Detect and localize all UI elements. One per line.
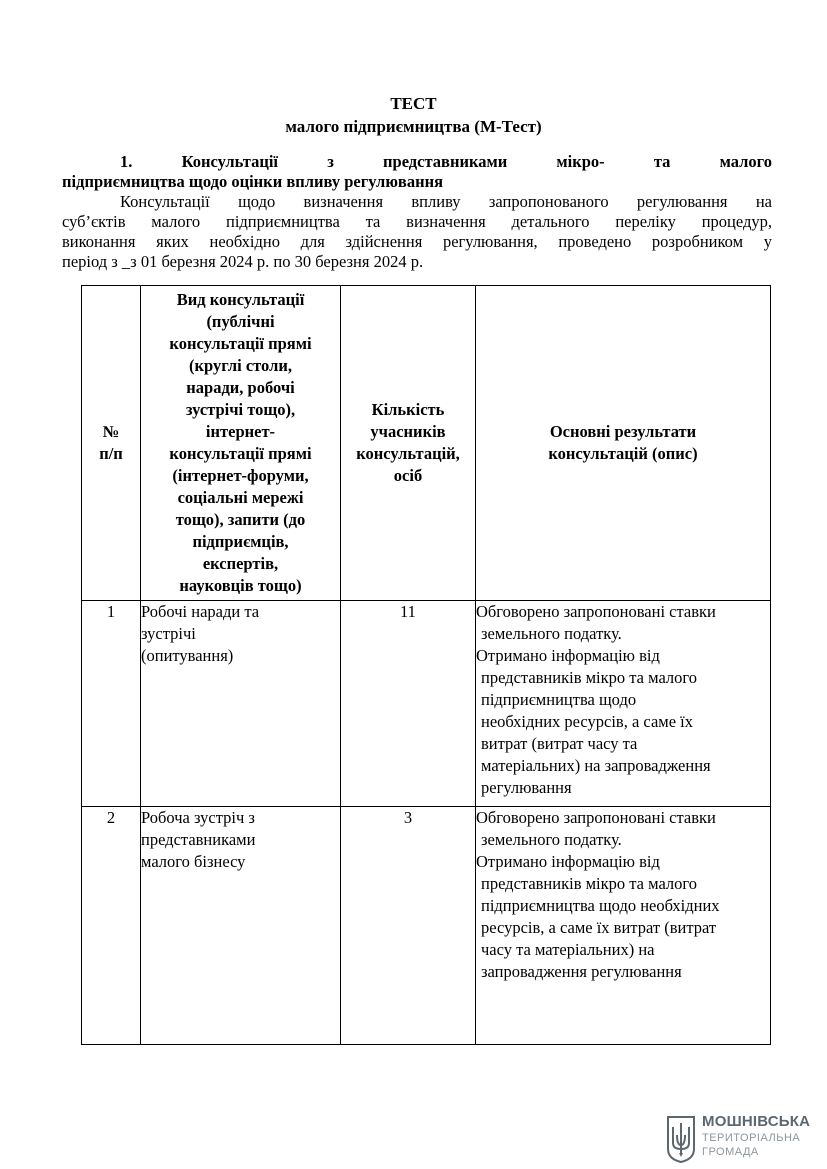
table-header-row [82, 286, 771, 601]
section-heading [62, 152, 772, 192]
heading-word: представниками [383, 152, 508, 171]
logo-name: МОШНІВСЬКА [702, 1113, 811, 1130]
row-num: 2 [82, 807, 141, 1045]
intro-line: період з _з 01 березня 2024 р. по 30 березня 2024 р. [62, 252, 424, 271]
intro-line: виконання яких необхідно для здійснення регулювання, проведено розробником у [62, 232, 772, 251]
heading-word: з [327, 152, 334, 171]
community-logo [666, 1113, 826, 1165]
table-row [82, 807, 771, 1045]
section-number: 1. [120, 152, 133, 171]
intro-line: Консультації щодо визначення впливу запропонованого регулювання на [120, 192, 772, 211]
heading-word: та [653, 152, 671, 171]
section-heading-line1 [62, 152, 772, 172]
section-intro [62, 192, 772, 272]
row-result: Обговорено запропоновані ставки земельного податку. Отримано інформацію від представників мікро та малого підприємництва щодо необхідних ресурсів, а саме їх витрат (витрат часу та матеріальних) на запровадження регулювання [476, 807, 771, 1045]
heading-word: мікро- [556, 152, 605, 171]
row-result: Обговорено запропоновані ставки земельного податку. Отримано інформацію від представників мікро та малого підприємництва щодо необхідних ресурсів, а саме їх витрат (витрат часу та матеріальних) на запровадження регулювання [476, 601, 771, 807]
row-count: 3 [341, 807, 476, 1045]
row-kind: Робоча зустріч з представниками малого бізнесу [141, 807, 341, 1045]
header-result: Основні результати консультацій (опис) [476, 286, 771, 601]
consultations-table [81, 285, 771, 1045]
section-heading-line2: підприємництва щодо оцінки впливу регулювання [62, 172, 444, 191]
header-count: Кількість учасників консультацій, осіб [341, 286, 476, 601]
heading-word: малого [719, 152, 772, 171]
logo-line2: ГРОМАДА [702, 1146, 759, 1158]
doc-subtitle: малого підприємництва (М-Тест) [285, 117, 542, 136]
row-count: 11 [341, 601, 476, 807]
trident-shield-icon [666, 1115, 696, 1163]
doc-title: ТЕСТ [390, 94, 437, 113]
intro-line: суб’єктів малого підприємництва та визначення детального переліку процедур, [62, 212, 772, 231]
header-kind: Вид консультації (публічні консультації прямі (круглі столи, наради, робочі зустрічі тощо), інтернет- консультації прямі (інтернет-форуми, соціальні мережі тощо), запити (до підприємців, експертів, науковців тощо) [141, 286, 341, 601]
heading-word: Консультації [181, 152, 278, 171]
table-row [82, 601, 771, 807]
header-num: № п/п [82, 286, 141, 601]
logo-line1: ТЕРИТОРІАЛЬНА [702, 1132, 801, 1144]
row-num: 1 [82, 601, 141, 807]
row-kind: Робочі наради та зустрічі (опитування) [141, 601, 341, 807]
